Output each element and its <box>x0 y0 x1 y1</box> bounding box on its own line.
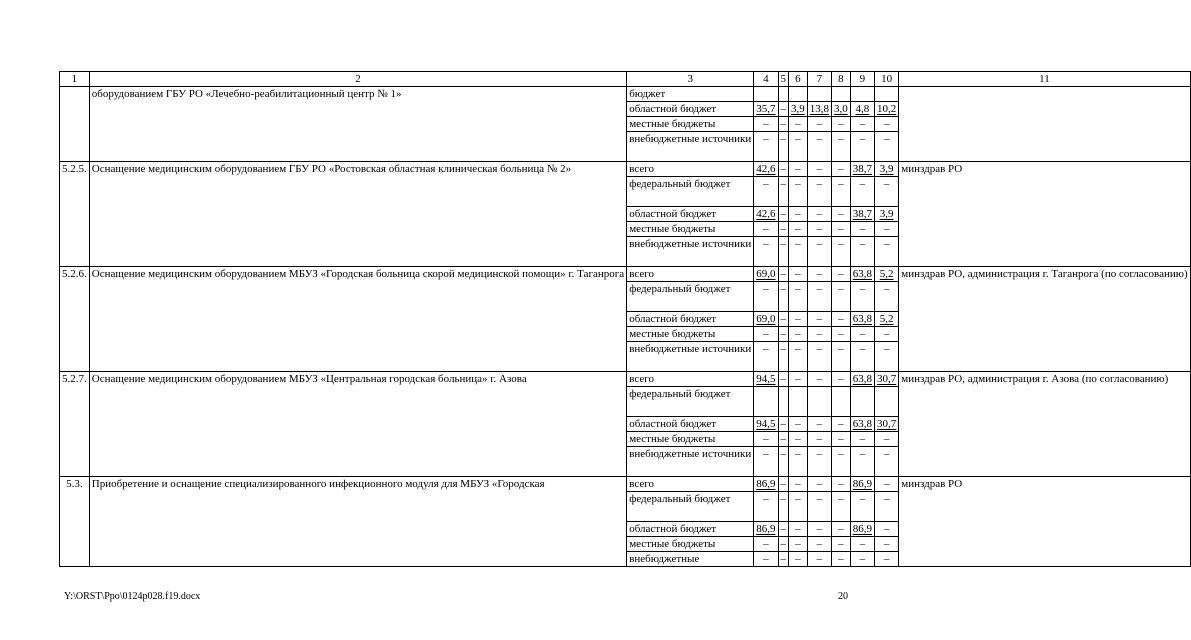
value-cell: – <box>807 267 831 282</box>
value-cell: – <box>754 492 778 522</box>
item-description: оборудованием ГБУ РО «Лечебно-реабилитационный центр № 1» <box>89 87 626 162</box>
value-cell: – <box>778 327 789 342</box>
value-cell: – <box>789 492 808 522</box>
funding-source: федеральный бюджет <box>627 177 754 207</box>
value-cell: – <box>850 552 874 567</box>
value-cell: 86,9 <box>850 477 874 492</box>
value-cell: 94,5 <box>754 372 778 387</box>
value-cell: – <box>789 222 808 237</box>
value-cell: – <box>832 417 851 432</box>
value-cell: – <box>875 222 899 237</box>
responsible-party: минздрав РО, администрация г. Азова (по согласованию) <box>899 372 1190 477</box>
value-cell <box>850 387 874 417</box>
value-cell: 4,8 <box>850 102 874 117</box>
value-cell: 35,7 <box>754 102 778 117</box>
value-cell: – <box>807 417 831 432</box>
header-cell: 6 <box>789 72 808 87</box>
value-cell: – <box>789 372 808 387</box>
value-cell: – <box>778 267 789 282</box>
value-cell <box>778 387 789 417</box>
value-cell: – <box>754 237 778 267</box>
header-cell: 10 <box>875 72 899 87</box>
value-cell: – <box>875 342 899 372</box>
table-row <box>60 477 1191 492</box>
value-cell: – <box>850 327 874 342</box>
value-cell: – <box>778 522 789 537</box>
value-cell <box>789 87 808 102</box>
header-cell: 7 <box>807 72 831 87</box>
funding-source: всего <box>627 267 754 282</box>
value-cell: – <box>778 102 789 117</box>
value-cell <box>778 87 789 102</box>
value-cell: – <box>807 177 831 207</box>
value-cell: – <box>789 552 808 567</box>
value-cell: – <box>778 477 789 492</box>
value-cell: – <box>850 237 874 267</box>
table-row <box>60 267 1191 282</box>
funding-source: всего <box>627 162 754 177</box>
value-cell: – <box>832 492 851 522</box>
value-cell: – <box>789 447 808 477</box>
header-cell: 11 <box>899 72 1190 87</box>
value-cell: – <box>832 522 851 537</box>
value-cell: – <box>778 492 789 522</box>
value-cell: – <box>754 177 778 207</box>
value-cell: – <box>778 162 789 177</box>
value-cell: – <box>778 552 789 567</box>
value-cell: – <box>832 432 851 447</box>
value-cell: – <box>832 132 851 162</box>
value-cell <box>807 87 831 102</box>
value-cell: – <box>832 477 851 492</box>
value-cell: 13,8 <box>807 102 831 117</box>
value-cell: – <box>754 222 778 237</box>
funding-source: областной бюджет <box>627 312 754 327</box>
value-cell: 30,7 <box>875 417 899 432</box>
item-number: 5.3. <box>60 477 90 567</box>
value-cell: – <box>875 552 899 567</box>
value-cell: – <box>778 312 789 327</box>
value-cell: – <box>789 207 808 222</box>
value-cell: – <box>807 282 831 312</box>
value-cell: – <box>875 477 899 492</box>
value-cell: – <box>754 117 778 132</box>
value-cell <box>875 387 899 417</box>
value-cell <box>832 387 851 417</box>
value-cell: – <box>807 492 831 522</box>
value-cell: – <box>875 537 899 552</box>
item-number <box>60 87 90 162</box>
value-cell: – <box>778 417 789 432</box>
value-cell <box>850 87 874 102</box>
value-cell: – <box>789 162 808 177</box>
value-cell: – <box>789 177 808 207</box>
value-cell: 38,7 <box>850 207 874 222</box>
value-cell: – <box>807 522 831 537</box>
funding-source: федеральный бюджет <box>627 387 754 417</box>
value-cell: – <box>850 342 874 372</box>
value-cell: – <box>807 327 831 342</box>
funding-source: внебюджетные источники <box>627 237 754 267</box>
table-row <box>60 87 1191 102</box>
value-cell: – <box>875 177 899 207</box>
funding-source: бюджет <box>627 87 754 102</box>
item-description: Приобретение и оснащение специализированного инфекционного модуля для МБУЗ «Городская <box>89 477 626 567</box>
value-cell: – <box>875 492 899 522</box>
budget-table <box>59 71 1191 567</box>
funding-source: местные бюджеты <box>627 117 754 132</box>
funding-source: областной бюджет <box>627 417 754 432</box>
funding-source: местные бюджеты <box>627 327 754 342</box>
table-row <box>60 162 1191 177</box>
value-cell: – <box>778 177 789 207</box>
item-description: Оснащение медицинским оборудованием МБУЗ «Городская больница скорой медицинской помощи» г. Таганрога <box>89 267 626 372</box>
value-cell: – <box>832 267 851 282</box>
value-cell: – <box>778 132 789 162</box>
value-cell: – <box>850 447 874 477</box>
value-cell: – <box>778 537 789 552</box>
value-cell: 69,0 <box>754 312 778 327</box>
value-cell <box>807 387 831 417</box>
item-description: Оснащение медицинским оборудованием ГБУ РО «Ростовская областная клиническая больница № 2» <box>89 162 626 267</box>
value-cell: – <box>807 372 831 387</box>
value-cell: – <box>807 312 831 327</box>
header-cell: 1 <box>60 72 90 87</box>
funding-source: местные бюджеты <box>627 432 754 447</box>
value-cell: – <box>832 552 851 567</box>
value-cell: – <box>807 447 831 477</box>
value-cell: – <box>778 222 789 237</box>
value-cell: – <box>789 477 808 492</box>
value-cell: – <box>778 282 789 312</box>
value-cell: 63,8 <box>850 267 874 282</box>
value-cell: – <box>832 447 851 477</box>
footer-page-number: 20 <box>838 591 848 602</box>
value-cell: – <box>754 447 778 477</box>
value-cell: – <box>789 327 808 342</box>
value-cell: 3,9 <box>789 102 808 117</box>
value-cell: – <box>807 552 831 567</box>
value-cell: – <box>789 117 808 132</box>
value-cell: – <box>850 177 874 207</box>
value-cell: – <box>789 417 808 432</box>
value-cell: – <box>754 342 778 372</box>
value-cell: – <box>807 132 831 162</box>
value-cell: – <box>832 372 851 387</box>
value-cell: – <box>832 162 851 177</box>
value-cell: – <box>754 132 778 162</box>
value-cell: – <box>789 237 808 267</box>
responsible-party <box>899 87 1190 162</box>
value-cell: 42,6 <box>754 162 778 177</box>
value-cell <box>754 387 778 417</box>
value-cell: – <box>754 282 778 312</box>
value-cell: 3,9 <box>875 207 899 222</box>
value-cell: – <box>875 117 899 132</box>
value-cell: – <box>778 342 789 372</box>
value-cell: 10,2 <box>875 102 899 117</box>
value-cell: – <box>807 222 831 237</box>
value-cell: – <box>875 447 899 477</box>
value-cell: – <box>754 552 778 567</box>
value-cell: – <box>754 327 778 342</box>
value-cell: – <box>850 282 874 312</box>
value-cell: – <box>754 537 778 552</box>
funding-source: федеральный бюджет <box>627 282 754 312</box>
value-cell: – <box>778 432 789 447</box>
funding-source: областной бюджет <box>627 207 754 222</box>
value-cell: – <box>807 117 831 132</box>
item-number: 5.2.5. <box>60 162 90 267</box>
value-cell: 63,8 <box>850 417 874 432</box>
value-cell: – <box>832 237 851 267</box>
value-cell: 86,9 <box>850 522 874 537</box>
header-cell: 2 <box>89 72 626 87</box>
value-cell: – <box>875 522 899 537</box>
value-cell: – <box>850 432 874 447</box>
value-cell: 42,6 <box>754 207 778 222</box>
value-cell: 94,5 <box>754 417 778 432</box>
value-cell: – <box>875 432 899 447</box>
value-cell: – <box>789 342 808 372</box>
funding-source: всего <box>627 477 754 492</box>
value-cell: – <box>850 222 874 237</box>
value-cell: – <box>832 312 851 327</box>
funding-source: внебюджетные источники <box>627 132 754 162</box>
item-description: Оснащение медицинским оборудованием МБУЗ «Центральная городская больница» г. Азова <box>89 372 626 477</box>
responsible-party: минздрав РО, администрация г. Таганрога (по согласованию) <box>899 267 1190 372</box>
footer-file-path: Y:\ORST\Ppo\0124p028.f19.docx <box>64 591 201 602</box>
funding-source: областной бюджет <box>627 522 754 537</box>
value-cell: 3,0 <box>832 102 851 117</box>
funding-source: местные бюджеты <box>627 222 754 237</box>
value-cell <box>789 387 808 417</box>
value-cell: 5,2 <box>875 312 899 327</box>
value-cell: – <box>832 342 851 372</box>
value-cell: – <box>832 177 851 207</box>
value-cell: – <box>875 237 899 267</box>
header-cell: 8 <box>832 72 851 87</box>
funding-source: федеральный бюджет <box>627 492 754 522</box>
value-cell: – <box>754 432 778 447</box>
item-number: 5.2.6. <box>60 267 90 372</box>
value-cell: 86,9 <box>754 477 778 492</box>
value-cell: – <box>807 477 831 492</box>
value-cell: 86,9 <box>754 522 778 537</box>
value-cell: – <box>789 267 808 282</box>
value-cell: – <box>832 207 851 222</box>
value-cell: – <box>832 222 851 237</box>
value-cell: – <box>807 162 831 177</box>
value-cell: – <box>850 492 874 522</box>
funding-source: внебюджетные <box>627 552 754 567</box>
funding-source: внебюджетные источники <box>627 447 754 477</box>
value-cell: 63,8 <box>850 372 874 387</box>
value-cell: – <box>807 342 831 372</box>
value-cell <box>875 87 899 102</box>
value-cell: – <box>850 132 874 162</box>
header-cell: 4 <box>754 72 778 87</box>
table-row <box>60 372 1191 387</box>
value-cell: – <box>789 312 808 327</box>
value-cell: – <box>778 447 789 477</box>
value-cell: – <box>850 117 874 132</box>
value-cell <box>832 87 851 102</box>
value-cell: – <box>789 537 808 552</box>
header-cell: 3 <box>627 72 754 87</box>
header-row <box>60 72 1191 87</box>
funding-source: местные бюджеты <box>627 537 754 552</box>
value-cell <box>754 87 778 102</box>
value-cell: – <box>832 282 851 312</box>
value-cell: 69,0 <box>754 267 778 282</box>
value-cell: – <box>807 537 831 552</box>
value-cell: – <box>875 327 899 342</box>
value-cell: 5,2 <box>875 267 899 282</box>
value-cell: – <box>807 237 831 267</box>
funding-source: всего <box>627 372 754 387</box>
value-cell: – <box>789 132 808 162</box>
value-cell: – <box>778 117 789 132</box>
value-cell: – <box>778 237 789 267</box>
value-cell: 38,7 <box>850 162 874 177</box>
header-cell: 5 <box>778 72 789 87</box>
value-cell: – <box>778 207 789 222</box>
responsible-party: минздрав РО <box>899 162 1190 267</box>
value-cell: 63,8 <box>850 312 874 327</box>
value-cell: – <box>875 132 899 162</box>
responsible-party: минздрав РО <box>899 477 1190 567</box>
value-cell: – <box>832 537 851 552</box>
value-cell: – <box>789 432 808 447</box>
funding-source: внебюджетные источники <box>627 342 754 372</box>
value-cell: – <box>789 282 808 312</box>
value-cell: 30,7 <box>875 372 899 387</box>
value-cell: – <box>807 432 831 447</box>
item-number: 5.2.7. <box>60 372 90 477</box>
value-cell: – <box>778 372 789 387</box>
funding-source: областной бюджет <box>627 102 754 117</box>
value-cell: – <box>807 207 831 222</box>
value-cell: – <box>850 537 874 552</box>
value-cell: – <box>789 522 808 537</box>
value-cell: 3,9 <box>875 162 899 177</box>
header-cell: 9 <box>850 72 874 87</box>
value-cell: – <box>832 117 851 132</box>
value-cell: – <box>832 327 851 342</box>
value-cell: – <box>875 282 899 312</box>
